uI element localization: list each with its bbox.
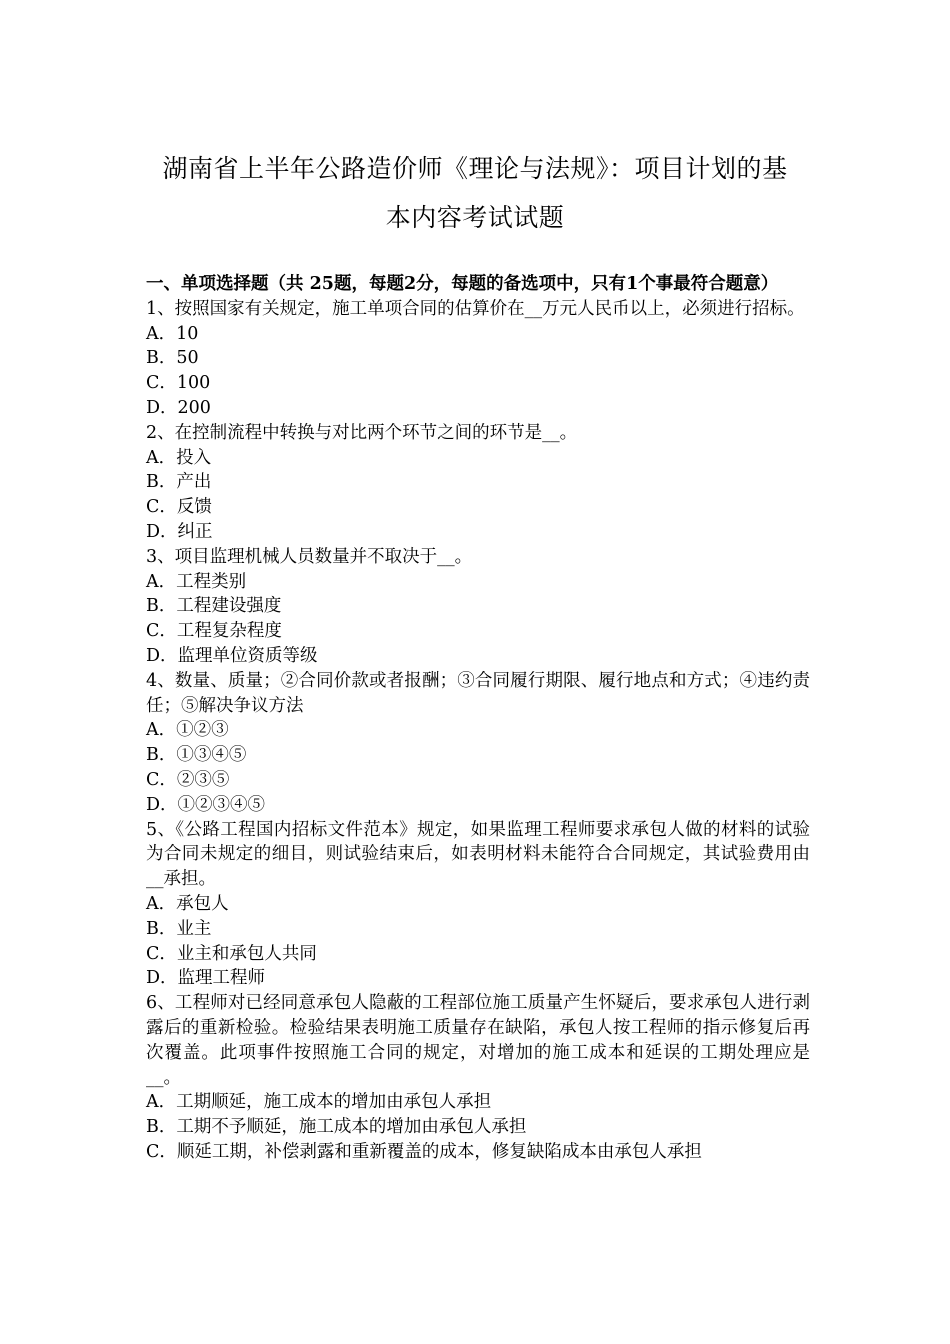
option-c: C．业主和承包人共同 (146, 943, 317, 964)
option-b: B．工期不予顺延，施工成本的增加由承包人承担 (146, 1117, 527, 1138)
option-d: D．监理单位资质等级 (146, 645, 318, 666)
option-d: D．纠正 (146, 521, 213, 542)
option-b: B．50 (146, 348, 199, 369)
option-d: D．监理工程师 (146, 968, 266, 989)
option-c: C．反馈 (146, 497, 212, 518)
option-a: A．投入 (146, 447, 212, 468)
question-stem: 3、项目监理机械人员数量并不取决于__。 (146, 546, 473, 567)
option-a: A．承包人 (146, 893, 229, 914)
option-b: B．业主 (146, 918, 212, 939)
question-6 (146, 991, 810, 1165)
question-stem: 6、工程师对已经同意承包人隐蔽的工程部位施工质量产生怀疑后，要求承包人进行剥露后的重新检验。检验结果表明施工质量存在缺陷，承包人按工程师的指示修复后再次覆盖。此项事件按照施工合同的规定，对增加的施工成本和延误的工期处理应是__。 (146, 993, 810, 1088)
option-a: A．10 (146, 323, 199, 344)
option-c: C．工程复杂程度 (146, 621, 282, 642)
option-c: C．②③⑤ (146, 769, 230, 790)
option-a: A．工期顺延，施工成本的增加由承包人承担 (146, 1092, 492, 1113)
option-b: B．产出 (146, 472, 212, 493)
question-stem: 2、在控制流程中转换与对比两个环节之间的环节是__。 (146, 422, 578, 443)
option-a: A．①②③ (146, 720, 229, 741)
section-header: 一、单项选择题（共 25题，每题2分，每题的备选项中，只有1个事最符合题意） (146, 274, 779, 294)
option-a: A．工程类别 (146, 571, 247, 592)
question-stem: 1、按照国家有关规定，施工单项合同的估算价在__万元人民币以上，必须进行招标。 (146, 298, 805, 319)
question-stem: 4、数量、质量；②合同价款或者报酬；③合同履行期限、履行地点和方式；④违约责任；⑤解决争议方法 (146, 670, 810, 716)
question-5 (146, 818, 810, 992)
question-2 (146, 421, 810, 545)
option-c: C．顺延工期，补偿剥露和重新覆盖的成本，修复缺陷成本由承包人承担 (146, 1141, 702, 1162)
document-title-line-2: 本内容考试试题 (385, 203, 565, 232)
question-4 (146, 669, 810, 818)
document-body (146, 272, 810, 1165)
document-title-line-1: 湖南省上半年公路造价师《理论与法规》：项目计划的基 (162, 154, 788, 183)
option-d: D．①②③④⑤ (146, 794, 266, 815)
question-stem: 5、《公路工程国内招标文件范本》规定，如果监理工程师要求承包人做的材料的试验为合同未规定的细目，则试验结束后，如表明材料未能符合合同规定，其试验费用由__承担。 (146, 819, 810, 890)
option-b: B．工程建设强度 (146, 596, 282, 617)
question-3 (146, 545, 810, 669)
option-c: C．100 (146, 373, 211, 394)
option-d: D．200 (146, 397, 211, 418)
question-1 (146, 297, 810, 421)
option-b: B．①③④⑤ (146, 745, 247, 766)
